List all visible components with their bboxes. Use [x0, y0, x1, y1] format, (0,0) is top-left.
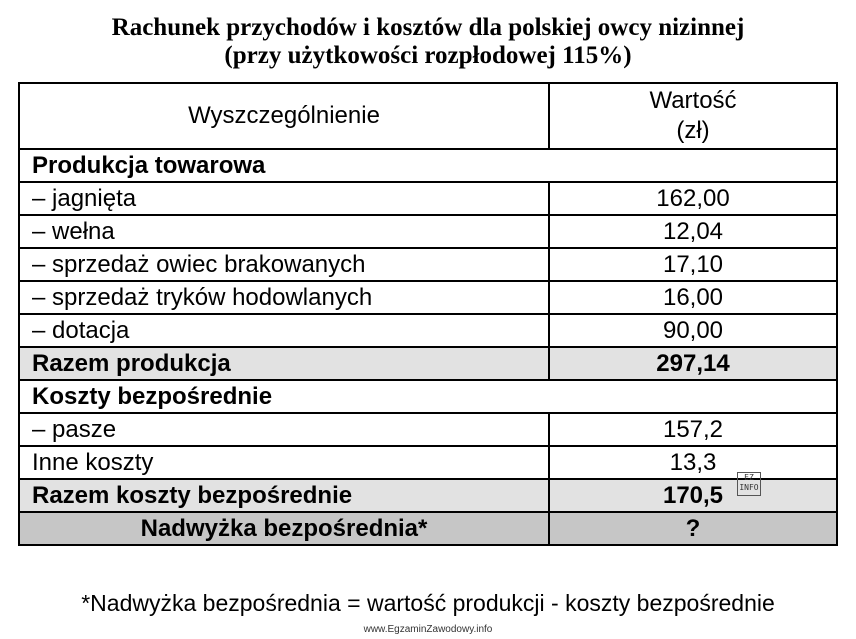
- table-row: [19, 215, 837, 248]
- header-item: Wyszczególnienie: [19, 83, 549, 149]
- total-value: 170,5: [549, 479, 837, 512]
- title-line-2: (przy użytkowości rozpłodowej 115%): [224, 42, 632, 69]
- row-label: – pasze: [19, 413, 549, 446]
- row-value: 12,04: [549, 215, 837, 248]
- table-row: [19, 281, 837, 314]
- document-title: [0, 14, 856, 70]
- stamp-line-2: INFO: [739, 483, 759, 492]
- row-label: – wełna: [19, 215, 549, 248]
- header-value: [549, 83, 837, 149]
- surplus-row: [19, 512, 837, 545]
- section-label: Koszty bezpośrednie: [19, 380, 837, 413]
- section-row-production: [19, 149, 837, 182]
- table-row: [19, 182, 837, 215]
- source-watermark: www.EgzaminZawodowy.info: [363, 624, 493, 635]
- total-label: Razem produkcja: [19, 347, 549, 380]
- section-label: Produkcja towarowa: [19, 149, 837, 182]
- row-value: 16,00: [549, 281, 837, 314]
- row-label: – dotacja: [19, 314, 549, 347]
- row-label: Inne koszty: [19, 446, 549, 479]
- table-row: [19, 314, 837, 347]
- row-label: – sprzedaż tryków hodowlanych: [19, 281, 549, 314]
- row-value: 90,00: [549, 314, 837, 347]
- total-value: 297,14: [549, 347, 837, 380]
- title-line-1: Rachunek przychodów i kosztów dla polskiej owcy nizinnej: [111, 14, 745, 41]
- total-label: Razem koszty bezpośrednie: [19, 479, 549, 512]
- row-value: 13,3: [549, 446, 837, 479]
- section-row-costs: [19, 380, 837, 413]
- row-label: – sprzedaż owiec brakowanych: [19, 248, 549, 281]
- header-value-line-2: (zł): [676, 117, 710, 144]
- total-row-costs: [19, 479, 837, 512]
- row-value: 157,2: [549, 413, 837, 446]
- cost-revenue-table: [18, 82, 838, 546]
- footnote: *Nadwyżka bezpośrednia = wartość produkcji - koszty bezpośrednie: [81, 590, 775, 616]
- table-header-row: [19, 83, 837, 149]
- table-row: [19, 248, 837, 281]
- row-label: – jagnięta: [19, 182, 549, 215]
- table-row: [19, 446, 837, 479]
- surplus-value: ?: [549, 512, 837, 545]
- ez-info-stamp-icon: [737, 472, 761, 496]
- stamp-line-1: EZ: [744, 473, 754, 482]
- row-value: 162,00: [549, 182, 837, 215]
- row-value: 17,10: [549, 248, 837, 281]
- surplus-label: Nadwyżka bezpośrednia*: [19, 512, 549, 545]
- header-value-line-1: Wartość: [649, 87, 737, 114]
- total-row-production: [19, 347, 837, 380]
- table-row: [19, 413, 837, 446]
